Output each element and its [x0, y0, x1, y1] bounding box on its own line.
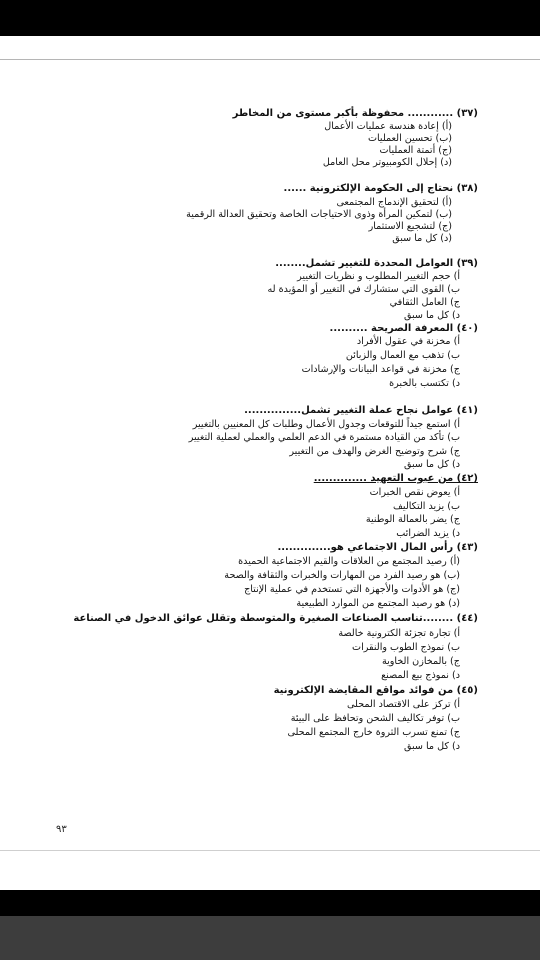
question-option: (ج) لتشجيع الاستثمار [368, 221, 452, 232]
question-option: أ) مخزنة في عقول الأفراد [356, 336, 460, 347]
question-option: د) كل ما سبق [404, 741, 460, 752]
question-option: ج) مخزنة في قواعد البيانات والإرشادات [301, 364, 460, 375]
question-option: (ب) لتمكين المرأة وذوى الاحتياجات الخاصة وتحقيق العدالة الرقمية [186, 209, 452, 220]
question-option: د) نموذج بيع المصنع [381, 670, 460, 681]
question-option: (د) إحلال الكومبيوتر محل العامل [322, 157, 452, 168]
question-option: ج) شرح وتوضيح الغرض والهدف من التغيير [289, 446, 460, 457]
question-option: (أ) رصيد المجتمع من العلاقات والقيم الاجتماعية الحميدة [238, 556, 460, 567]
question-stem: (٤٢) من عيوب التعهيد .............. [313, 473, 478, 484]
question-option: (ب) هو رصيد الفرد من المهارات والخبرات والثقافة والصحة [224, 570, 460, 581]
question-option: ب) نموذج الطوب والنقرات [352, 642, 460, 653]
question-option: ب) يزيد التكاليف [393, 501, 460, 512]
page-top-rule [0, 59, 540, 60]
question-stem: (٣٧) ............ محفوظة بأكبر مستوى من المخاطر [232, 108, 478, 119]
bottom-black-bar [0, 890, 540, 916]
question-option: أ) حجم التغيير المطلوب و نظريات التغيير [297, 271, 460, 282]
question-stem: (٣٨) نحتاج إلى الحكومة الإلكترونية ...... [283, 183, 478, 194]
question-option: د) يزيد الضرائب [396, 528, 460, 539]
question-option: ج) بالمخازن الخاوية [381, 656, 460, 667]
question-stem: (٤٥) من فوائد مواقع المقايضة الإلكترونية [273, 685, 478, 696]
question-option: أ) يعوض نقص الخبرات [369, 487, 460, 498]
question-option: أ) تركز على الاقتصاد المحلى [347, 699, 460, 710]
viewer-bottom-area [0, 916, 540, 960]
question-option: د) كل ما سبق [404, 459, 460, 470]
question-stem: (٤٤) ........تناسب الصناعات الصغيرة والمتوسطة وتقلل عوائق الدخول في الصناعة [73, 613, 478, 624]
question-option: أ) تجارة تجزئة الكترونية خالصة [338, 628, 460, 639]
question-option: (د) كل ما سبق [392, 233, 452, 244]
question-option: ب) تأكد من القيادة مستمرة في الدعم العلمي والعملي لعملية التغيير [188, 432, 460, 443]
top-black-bar [0, 0, 540, 36]
question-option: (أ) إعادة هندسة عمليات الأعمال [324, 121, 452, 132]
question-option: ج) العامل الثقافي [389, 297, 460, 308]
page-bottom-rule [0, 850, 540, 851]
question-option: ج) يضر بالعمالة الوطنية [365, 514, 460, 525]
question-option: (ب) تحسين العمليات [367, 133, 452, 144]
question-option: د) كل ما سبق [404, 310, 460, 321]
question-stem: (٤٣) رأس المال الاجتماعي هو.............. [277, 542, 478, 553]
question-option: أ) استمع جيداً للتوقعات وجدول الأعمال وطلبات كل المعنيين بالتغيير [192, 419, 460, 430]
question-option: ب) القوى التي ستشارك في التغيير أو المؤيدة له [267, 284, 460, 295]
question-option: ب) توفر تكاليف الشحن وتحافظ على البيئة [290, 713, 460, 724]
page-number: ٩٣ [56, 824, 67, 835]
question-option: (د) هو رصيد المجتمع من الموارد الطبيعية [296, 598, 460, 609]
question-option: (ج) هو الأدوات والأجهزة التي تستخدم في عملية الإنتاج [244, 584, 460, 595]
question-option: (ج) أتمتة العمليات [379, 145, 452, 156]
question-stem: (٤١) عوامل نجاح عملة التغيير تشمل............... [244, 405, 478, 416]
question-option: ب) تذهب مع العمال والزبائن [345, 350, 460, 361]
question-stem: (٣٩) العوامل المحددة للتغيير تشمل........ [275, 258, 478, 269]
question-option: ج) تمنع تسرب الثروة خارج المجتمع المحلى [287, 727, 460, 738]
question-option: د) تكتسب بالخبرة [389, 378, 460, 389]
question-stem: (٤٠) المعرفة الصريحة .......... [329, 323, 478, 334]
question-option: (أ) لتحقيق الإندماج المجتمعى [336, 197, 452, 208]
